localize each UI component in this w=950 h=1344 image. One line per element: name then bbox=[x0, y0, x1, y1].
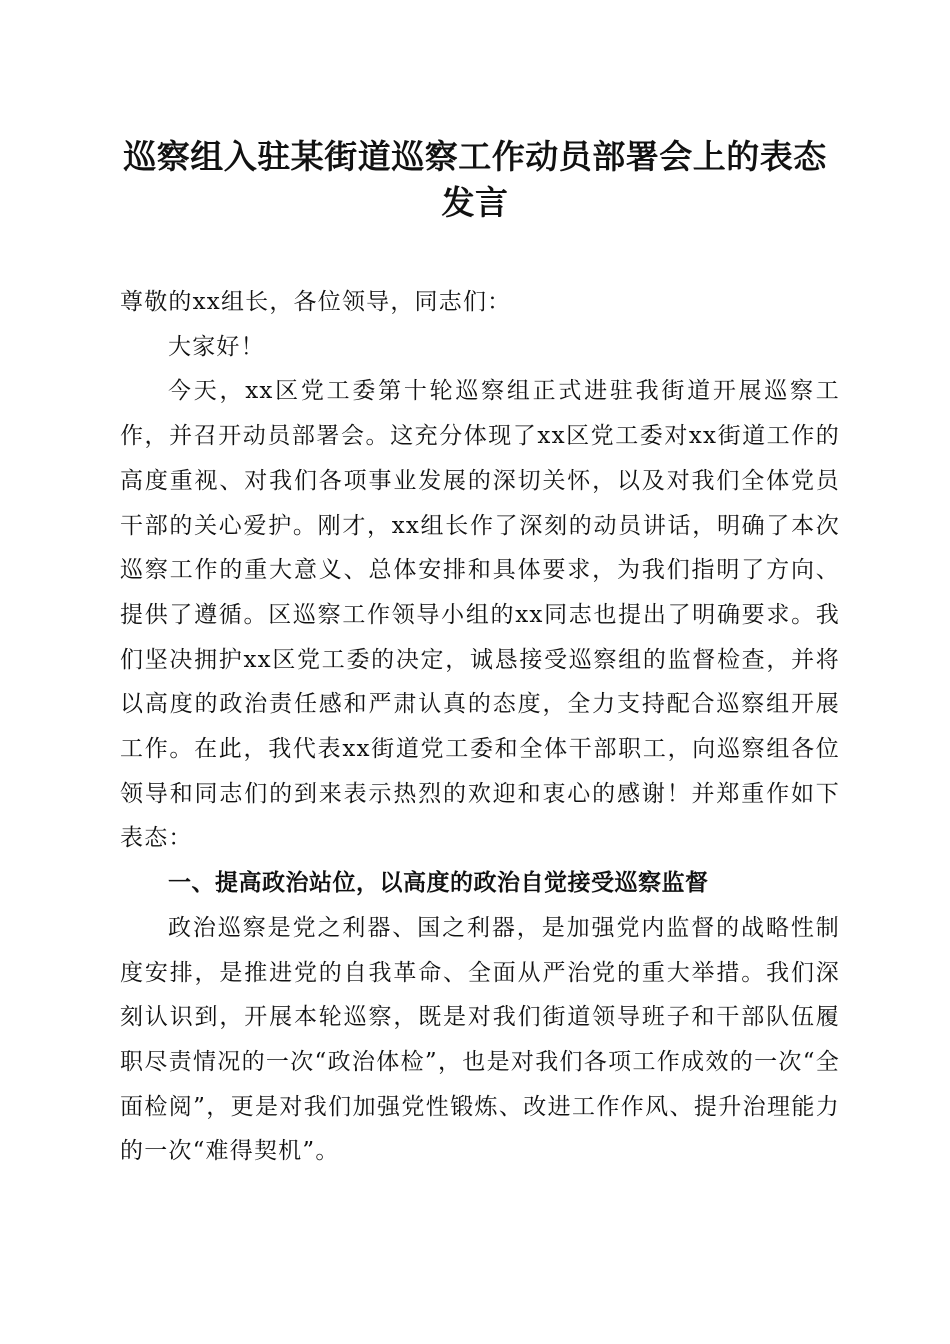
section-heading-1: 一、提高政治站位，以高度的政治自觉接受巡察监督 bbox=[168, 870, 709, 897]
document-title: 巡察组入驻某街道巡察工作动员部署会上的表态发言 bbox=[123, 137, 827, 222]
salutation: 尊敬的xx组长，各位领导，同志们： bbox=[120, 289, 512, 315]
paragraph-opening: 今天，xx区党工委第十轮巡察组正式进驻我街道开展巡察工作，并召开动员部署会。这充分体现了xx区党工委对xx街道工作的高度重视、对我们各项事业发展的深切关怀，以及对我们全体党员干部的关心爱护。刚才，xx组长作了深刻的动员讲话，明确了本次巡察工作的重大意义、总体安排和具体要求，为我们指明了方向、提供了遵循。区巡察工作领导小组的xx同志也提出了明确要求。我们坚决拥护xx区党工委的决定，诚恳接受巡察组的监督检查，并将以高度的政治责任感和严肃认真的态度，全力支持配合巡察组开展工作。在此，我代表xx街道党工委和全体干部职工，向巡察组各位领导和同志们的到来表示热烈的欢迎和衷心的感谢！并郑重作如下表态： bbox=[120, 378, 840, 852]
document-body bbox=[120, 280, 840, 1174]
greeting: 大家好！ bbox=[168, 333, 265, 360]
paragraph-political-inspection: 政治巡察是党之利器、国之利器，是加强党内监督的战略性制度安排，是推进党的自我革命、全面从严治党的重大举措。我们深刻认识到，开展本轮巡察，既是对我们街道领导班子和干部队伍履职尽责情况的一次“政治体检”，也是对我们各项工作成效的一次“全面检阅”，更是对我们加强党性锻炼、改进工作作风、提升治理能力的一次“难得契机”。 bbox=[120, 914, 840, 1165]
